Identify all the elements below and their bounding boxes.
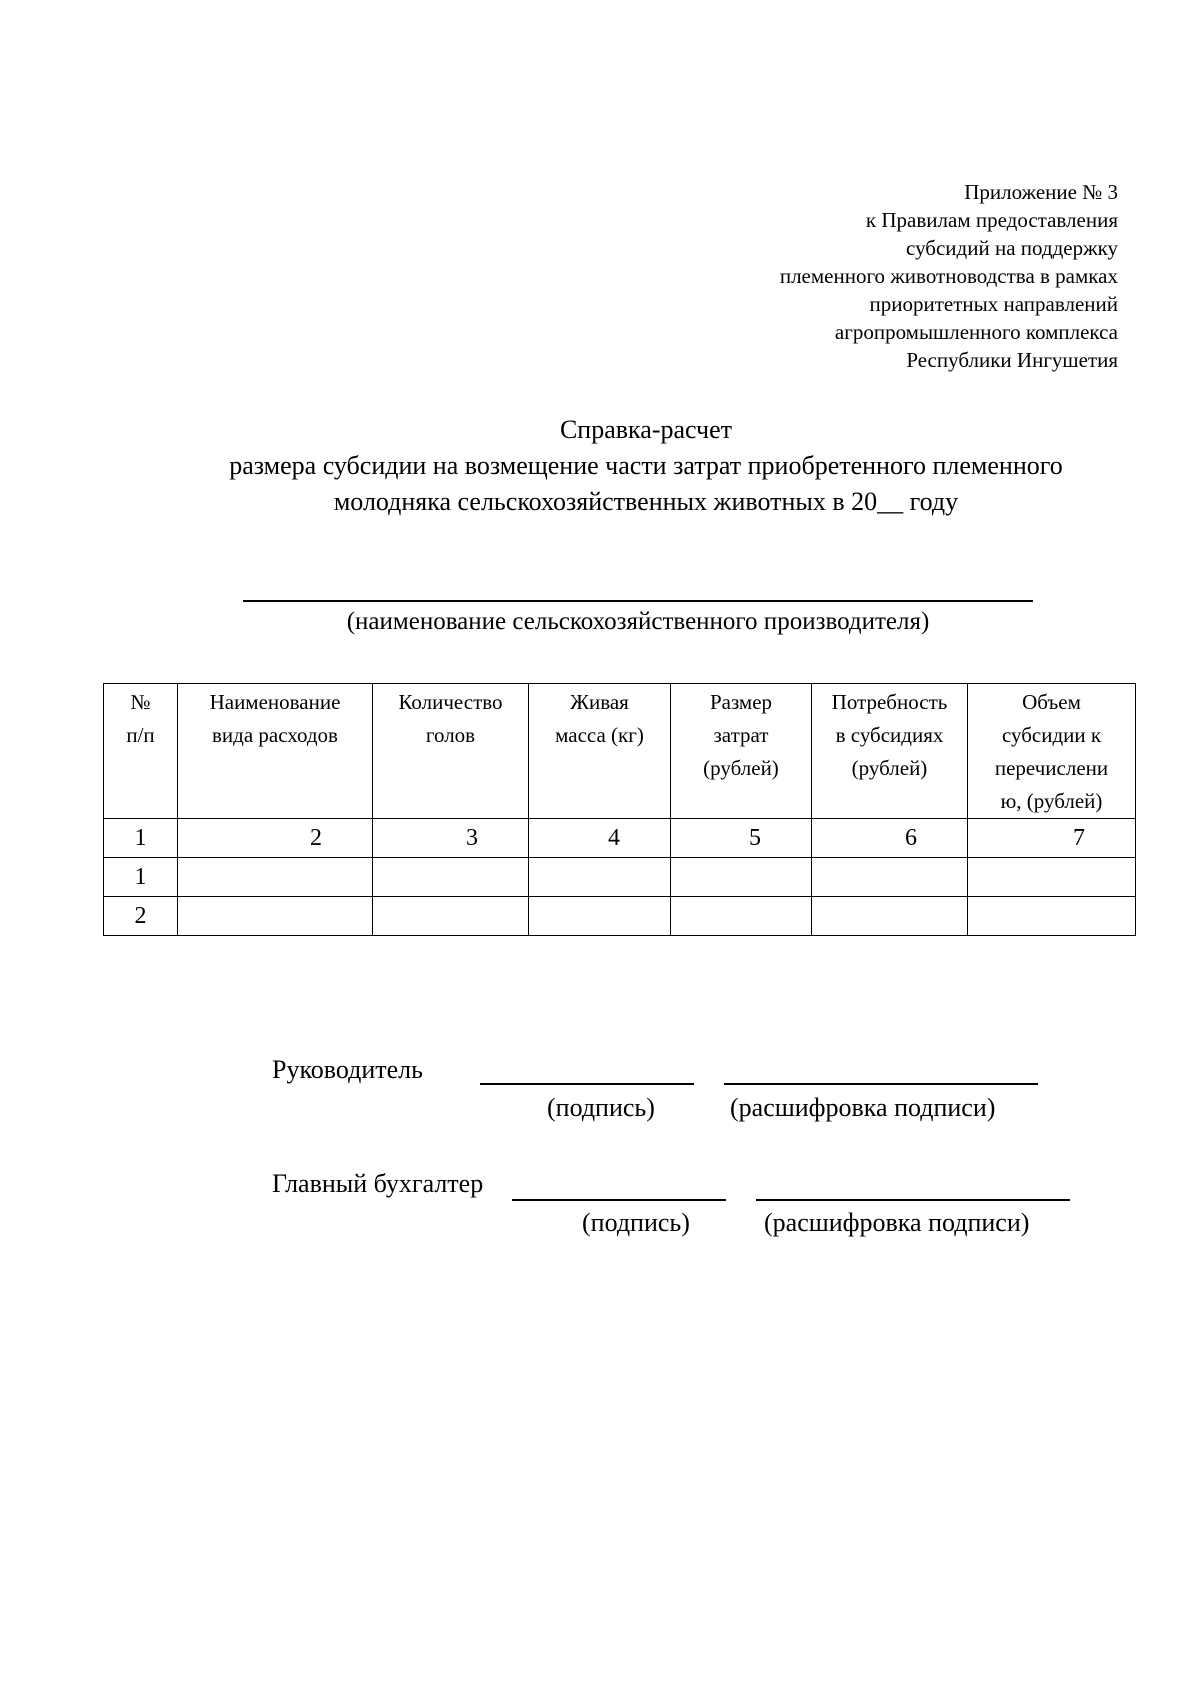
appendix-line: Республики Ингушетия xyxy=(906,348,1118,372)
appendix-line: к Правилам предоставления xyxy=(865,208,1118,232)
head-decode-line[interactable] xyxy=(724,1083,1038,1085)
table-row xyxy=(104,897,1136,936)
column-number: 6 xyxy=(812,819,968,858)
table-cell[interactable] xyxy=(812,858,968,897)
table-cell[interactable] xyxy=(968,858,1136,897)
appendix-line: Приложение № 3 xyxy=(964,180,1118,204)
column-number: 3 xyxy=(373,819,529,858)
table-cell[interactable] xyxy=(178,858,373,897)
accountant-signature-line[interactable] xyxy=(512,1199,726,1201)
head-signature-line[interactable] xyxy=(480,1083,694,1085)
accountant-decode-line[interactable] xyxy=(756,1199,1070,1201)
title-line-2: размера субсидии на возмещение части затрат приобретенного племенного xyxy=(229,451,1063,480)
column-number: 1 xyxy=(104,819,178,858)
column-number: 4 xyxy=(529,819,671,858)
head-decode-caption: (расшифровка подписи) xyxy=(730,1093,996,1122)
table-row xyxy=(104,858,1136,897)
header-number: № п/п xyxy=(104,684,178,819)
row-number: 1 xyxy=(104,858,178,897)
table-cell[interactable] xyxy=(178,897,373,936)
accountant-decode-caption: (расшифровка подписи) xyxy=(764,1208,1030,1237)
subsidy-table xyxy=(103,683,1136,936)
producer-caption: (наименование сельскохозяйственного производителя) xyxy=(346,608,930,635)
header-cost-amount: Размер затрат (рублей) xyxy=(671,684,812,819)
table-cell[interactable] xyxy=(671,897,812,936)
accountant-signature-caption: (подпись) xyxy=(582,1208,690,1237)
table-cell[interactable] xyxy=(529,897,671,936)
table-cell[interactable] xyxy=(373,897,529,936)
appendix-line: субсидий на поддержку xyxy=(906,236,1118,260)
column-number-row xyxy=(104,819,1136,858)
appendix-line: племенного животноводства в рамках xyxy=(779,264,1118,288)
producer-name-field[interactable] xyxy=(243,600,1033,602)
title-line-3: молодняка сельскохозяйственных животных в 20__ году xyxy=(333,487,959,516)
header-subsidy-need: Потребность в субсидиях (рублей) xyxy=(812,684,968,819)
title-line-1: Справка-расчет xyxy=(559,415,733,444)
header-row xyxy=(104,684,1136,819)
head-label: Руководитель xyxy=(272,1055,423,1084)
table-cell[interactable] xyxy=(812,897,968,936)
header-subsidy-volume: Объем субсидии к перечислени ю, (рублей) xyxy=(968,684,1136,819)
table-cell[interactable] xyxy=(968,897,1136,936)
table-cell[interactable] xyxy=(373,858,529,897)
header-expense-type: Наименование вида расходов xyxy=(178,684,373,819)
header-live-weight: Живая масса (кг) xyxy=(529,684,671,819)
appendix-line: агропромышленного комплекса xyxy=(834,320,1118,344)
table-cell[interactable] xyxy=(671,858,812,897)
appendix-header xyxy=(780,178,1118,374)
column-number: 2 xyxy=(178,819,373,858)
document-title xyxy=(0,412,1200,520)
table-cell[interactable] xyxy=(529,858,671,897)
column-number: 5 xyxy=(671,819,812,858)
head-signature-caption: (подпись) xyxy=(547,1093,655,1122)
header-head-count: Количество голов xyxy=(373,684,529,819)
column-number: 7 xyxy=(968,819,1136,858)
appendix-line: приоритетных направлений xyxy=(869,292,1118,316)
accountant-label: Главный бухгалтер xyxy=(272,1169,484,1198)
row-number: 2 xyxy=(104,897,178,936)
